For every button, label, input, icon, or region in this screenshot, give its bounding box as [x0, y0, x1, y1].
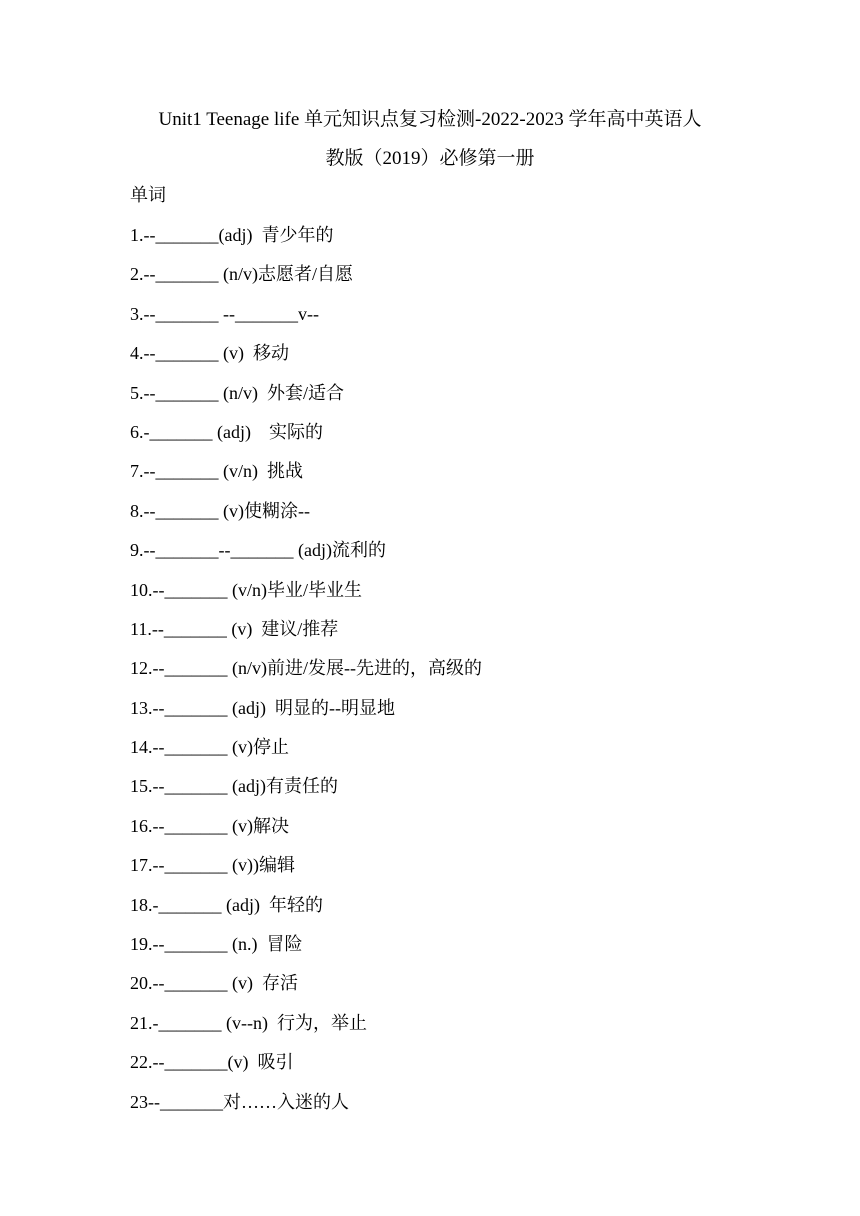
vocab-item: 17.--_______ (v))编辑: [130, 855, 295, 876]
vocab-item: 4.--_______ (v) 移动: [130, 343, 289, 364]
vocab-item: 14.--_______ (v)停止: [130, 737, 289, 758]
vocab-item: 22.--_______(v) 吸引: [130, 1052, 294, 1073]
title-line-1: Unit1 Teenage life 单元知识点复习检测-2022-2023 学年高中英语人: [158, 109, 702, 130]
vocab-item: 23--_______对……入迷的人: [130, 1091, 349, 1112]
vocab-item: 2.--_______ (n/v)志愿者/自愿: [130, 264, 353, 285]
vocab-item: 15.--_______ (adj)有责任的: [130, 776, 338, 797]
vocab-item: 3.--_______ --_______v--: [130, 303, 319, 324]
vocab-item: 19.--_______ (n.) 冒险: [130, 934, 303, 955]
vocab-item: 13.--_______ (adj) 明显的--明显地: [130, 697, 395, 718]
vocab-item: 18.-_______ (adj) 年轻的: [130, 894, 323, 915]
vocab-list: [130, 219, 482, 1125]
vocab-item: 16.--_______ (v)解决: [130, 815, 289, 836]
vocab-item: 9.--_______--_______ (adj)流利的: [130, 540, 386, 561]
vocab-item: 8.--_______ (v)使糊涂--: [130, 500, 310, 521]
section-heading: 单词: [130, 185, 166, 205]
vocab-item: 10.--_______ (v/n)毕业/毕业生: [130, 579, 362, 600]
document-title: [0, 100, 860, 178]
vocab-item: 12.--_______ (n/v)前进/发展--先进的，高级的: [130, 658, 482, 679]
vocab-item: 21.-_______ (v--n) 行为，举止: [130, 1012, 367, 1033]
vocab-item: 6.-_______ (adj) 实际的: [130, 421, 323, 442]
vocab-item: 1.--_______(adj) 青少年的: [130, 225, 334, 245]
vocab-item: 5.--_______ (n/v) 外套/适合: [130, 382, 344, 403]
vocab-item: 11.--_______ (v) 建议/推荐: [130, 618, 339, 639]
title-line-2: 教版（2019）必修第一册: [325, 148, 535, 169]
vocab-item: 20.--_______ (v) 存活: [130, 973, 298, 994]
vocab-item: 7.--_______ (v/n) 挑战: [130, 461, 303, 482]
